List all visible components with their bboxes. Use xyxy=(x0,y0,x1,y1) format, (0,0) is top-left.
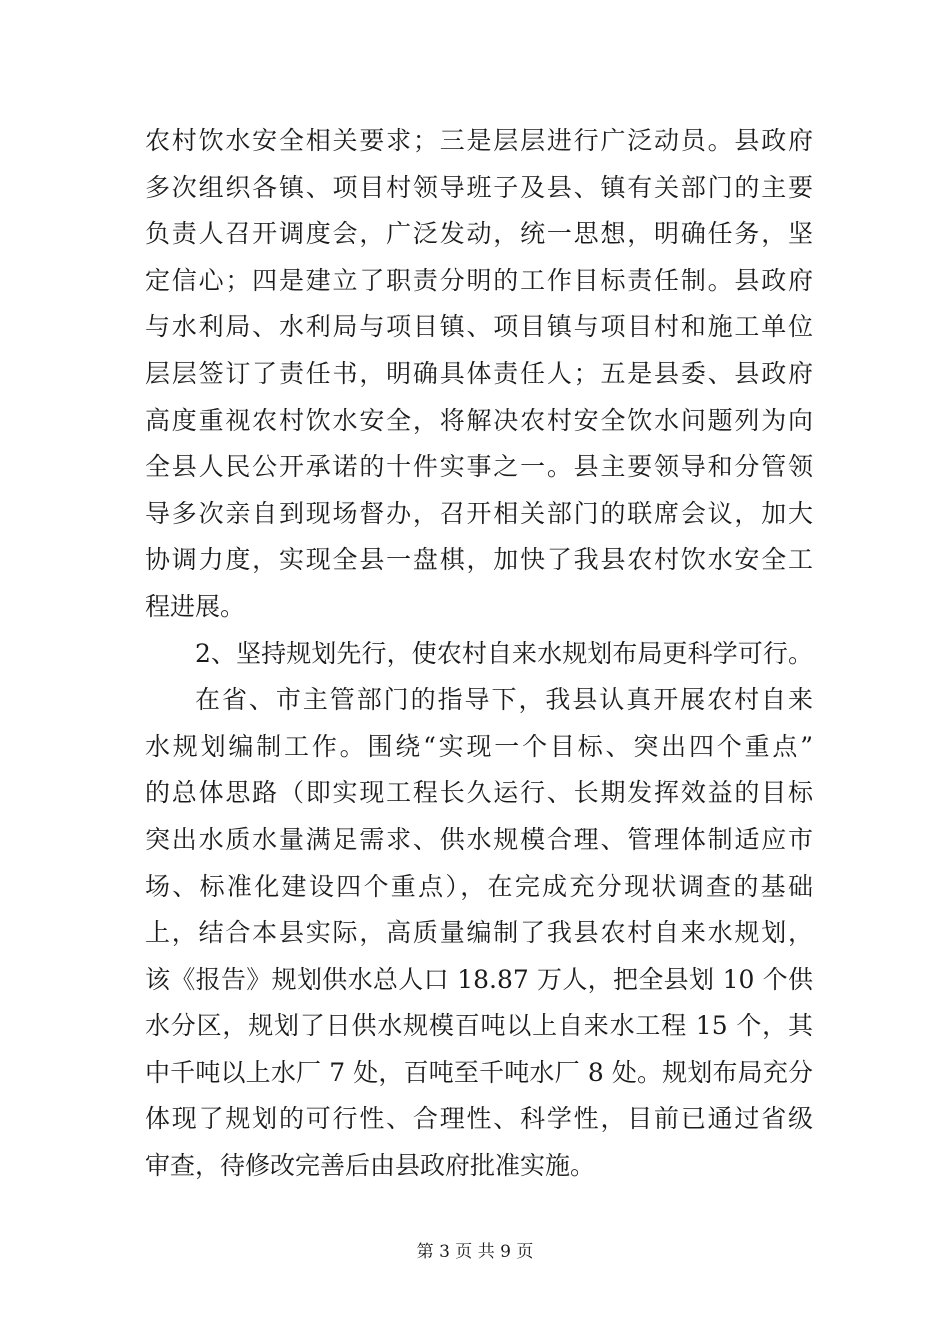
text-line: 农村饮水安全相关要求；三是层层进行广泛动员。县政府 xyxy=(145,126,813,155)
text-line: 在省、市主管部门的指导下，我县认真开展农村自来 xyxy=(195,685,813,715)
text-line: 该《报告》规划供水总人口 18.87 万人，把全县划 10 个供 xyxy=(145,964,813,994)
text-line: 体现了规划的可行性、合理性、科学性，目前已通过省级 xyxy=(145,1104,813,1134)
text-line: 全县人民公开承诺的十件实事之一。县主要领导和分管领 xyxy=(145,452,813,482)
text-line: 突出水质水量满足需求、供水规模合理、管理体制适应市 xyxy=(145,824,813,854)
text-line: 上，结合本县实际，高质量编制了我县农村自来水规划， xyxy=(145,918,813,948)
text-line: 高度重视农村饮水安全，将解决农村安全饮水问题列为向 xyxy=(145,405,813,435)
page-number-footer: 第 3 页 共 9 页 xyxy=(416,1242,534,1262)
text-line: 协调力度，实现全县一盘棋，加快了我县农村饮水安全工 xyxy=(145,545,813,575)
text-line: 负责人召开调度会，广泛发动，统一思想，明确任务，坚 xyxy=(145,219,813,249)
text-line: 与水利局、水利局与项目镇、项目镇与项目村和施工单位 xyxy=(145,312,813,342)
text-line: 导多次亲自到现场督办，召开相关部门的联席会议，加大 xyxy=(145,498,813,528)
text-line: 中千吨以上水厂 7 处，百吨至千吨水厂 8 处。规划布局充分 xyxy=(145,1057,813,1087)
text-line: 水规划编制工作。围绕“实现一个目标、突出四个重点” xyxy=(145,731,813,761)
text-line: 审查，待修改完善后由县政府批准实施。 xyxy=(145,1151,596,1181)
text-line: 场、标准化建设四个重点），在完成充分现状调查的基础 xyxy=(145,871,813,901)
text-line: 多次组织各镇、项目村领导班子及县、镇有关部门的主要 xyxy=(145,172,813,202)
body-text xyxy=(145,118,813,1190)
text-line: 程进展。 xyxy=(145,591,246,621)
text-line: 定信心；四是建立了职责分明的工作目标责任制。县政府 xyxy=(145,265,813,295)
text-line: 的总体思路（即实现工程长久运行、长期发挥效益的目标 xyxy=(145,778,813,808)
section-heading: 2、坚持规划先行，使农村自来水规划布局更科学可行。 xyxy=(195,638,813,668)
text-line: 水分区，规划了日供水规模百吨以上自来水工程 15 个，其 xyxy=(145,1011,813,1041)
text-line: 层层签订了责任书，明确具体责任人；五是县委、县政府 xyxy=(145,358,813,388)
